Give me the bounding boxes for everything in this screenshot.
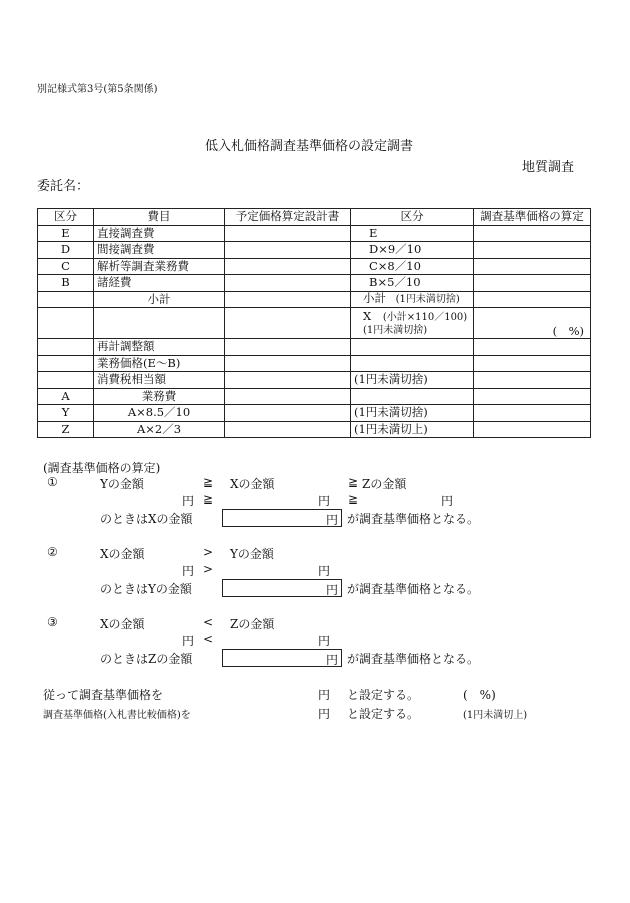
- case-op1-repeat: ≧: [203, 492, 214, 506]
- case-condition: のときはYの金額: [100, 582, 192, 596]
- case-op2: ≧: [348, 475, 359, 489]
- x-label: X: [363, 308, 372, 323]
- page-title: 低入札価格調査基準価格の設定調書: [205, 139, 414, 154]
- row-key: B: [38, 275, 94, 292]
- footer-label-2: 調査基準価格(入札書比較価格)を: [43, 710, 191, 721]
- row-item: 再計調整額: [94, 339, 225, 356]
- row-key: D: [38, 242, 94, 259]
- table-row: [38, 421, 591, 438]
- amount-unit: 円: [325, 513, 338, 527]
- table-header-row: [38, 209, 591, 226]
- cost-table: [37, 208, 591, 438]
- header-item: 費目: [94, 209, 225, 226]
- row-result-value[interactable]: [474, 242, 591, 259]
- row-design-value[interactable]: [225, 242, 351, 259]
- amount-box[interactable]: [222, 579, 342, 597]
- row-result-value[interactable]: [474, 291, 591, 308]
- row-calc: (1円未満切捨): [351, 372, 474, 389]
- row-item: A×2／3: [94, 421, 225, 438]
- row-calc: [351, 291, 474, 308]
- yen-a: 円: [182, 634, 195, 648]
- row-calc: [351, 339, 474, 356]
- amount-box[interactable]: [222, 509, 342, 527]
- row-key: C: [38, 258, 94, 275]
- case-number: ③: [47, 615, 58, 629]
- row-design-value[interactable]: [225, 388, 351, 405]
- amount-box[interactable]: [222, 649, 342, 667]
- row-key: Y: [38, 405, 94, 422]
- table-row: [38, 242, 591, 259]
- row-result-value[interactable]: [474, 405, 591, 422]
- case-op2-repeat: ≧: [348, 492, 359, 506]
- row-result-value[interactable]: [474, 275, 591, 292]
- case-a: Yの金額: [100, 477, 144, 491]
- case-result: が調査基準価格となる。: [347, 512, 480, 526]
- table-row: [38, 339, 591, 356]
- row-calc: [351, 355, 474, 372]
- row-result-value[interactable]: [474, 388, 591, 405]
- row-design-value[interactable]: [225, 421, 351, 438]
- case-op1-repeat: <: [203, 632, 214, 646]
- row-item: A×8.5／10: [94, 405, 225, 422]
- table-row: [38, 355, 591, 372]
- row-key: A: [38, 388, 94, 405]
- row-calc: (1円未満切上): [351, 421, 474, 438]
- row-result-value[interactable]: [474, 258, 591, 275]
- table-row: [38, 275, 591, 292]
- case-a: Xの金額: [100, 547, 145, 561]
- row-item: 直接調査費: [94, 225, 225, 242]
- case-result: が調査基準価格となる。: [347, 652, 480, 666]
- footer-yen-1: 円: [318, 688, 331, 702]
- row-result-value[interactable]: [474, 355, 591, 372]
- case-b: Zの金額: [230, 617, 275, 631]
- footer-label-1: 従って調査基準価格を: [43, 688, 164, 702]
- case-c: Zの金額: [362, 477, 407, 491]
- case-op1-repeat: >: [203, 562, 214, 576]
- row-calc: [351, 388, 474, 405]
- row-item: 諸経費: [94, 275, 225, 292]
- form-number: 別記様式第3号(第5条関係): [37, 84, 158, 95]
- case-number: ②: [47, 545, 58, 559]
- case-condition: のときはXの金額: [100, 512, 193, 526]
- row-result-value[interactable]: [474, 339, 591, 356]
- row-calc: D×9／10: [351, 242, 474, 259]
- row-result-value[interactable]: [474, 225, 591, 242]
- table-row: [38, 405, 591, 422]
- amount-unit: 円: [325, 653, 338, 667]
- row-item: 消費税相当額: [94, 372, 225, 389]
- row-key: [38, 291, 94, 308]
- subtotal-note: (1円未満切捨): [395, 294, 460, 306]
- row-calc: B×5／10: [351, 275, 474, 292]
- yen-c: 円: [441, 494, 454, 508]
- header-category-2: 区分: [351, 209, 474, 226]
- category-label: 地質調査: [522, 160, 575, 175]
- row-item: 業務価格(E〜B): [94, 355, 225, 372]
- client-name-label: 委託名：: [37, 179, 90, 194]
- subtotal-label: 小計: [363, 291, 386, 306]
- yen-b: 円: [318, 634, 331, 648]
- row-key: E: [38, 225, 94, 242]
- row-item: 小計: [94, 291, 225, 308]
- yen-a: 円: [182, 494, 195, 508]
- row-key: [38, 339, 94, 356]
- footer-yen-2: 円: [318, 707, 331, 721]
- row-design-value[interactable]: [225, 275, 351, 292]
- row-calc: (1円未満切捨): [351, 405, 474, 422]
- header-design: 予定価格算定設計書: [225, 209, 351, 226]
- case-condition: のときはZの金額: [100, 652, 193, 666]
- row-design-value[interactable]: [225, 355, 351, 372]
- row-design-value[interactable]: [225, 372, 351, 389]
- table-row: [38, 388, 591, 405]
- row-key: [38, 355, 94, 372]
- case-number: ①: [47, 475, 58, 489]
- table-row: [38, 225, 591, 242]
- table-row-subtotal: [38, 291, 591, 308]
- footer-set-1: と設定する。: [347, 688, 420, 702]
- footer-note-1: ( %): [463, 688, 496, 702]
- amount-unit: 円: [325, 583, 338, 597]
- row-key: [38, 308, 94, 339]
- row-result-value[interactable]: [474, 421, 591, 438]
- row-item: 業務費: [94, 388, 225, 405]
- row-item: 間接調査費: [94, 242, 225, 259]
- x-percent: ( %): [474, 308, 591, 339]
- row-calc: [351, 308, 474, 339]
- row-design-value[interactable]: [225, 291, 351, 308]
- calc-section-title: (調査基準価格の算定): [43, 461, 161, 475]
- case-a: Xの金額: [100, 617, 145, 631]
- yen-b: 円: [318, 494, 331, 508]
- table-row: [38, 258, 591, 275]
- footer-set-2: と設定する。: [347, 707, 420, 721]
- row-design-value[interactable]: [225, 225, 351, 242]
- x-rounding-note: (1円未満切捨): [363, 324, 428, 336]
- yen-b: 円: [318, 564, 331, 578]
- row-result-value[interactable]: [474, 372, 591, 389]
- case-op1: >: [203, 545, 214, 559]
- case-b: Xの金額: [230, 477, 275, 491]
- x-formula: (小計×110／100): [382, 311, 468, 323]
- table-row-x: [38, 308, 591, 339]
- row-item: [94, 308, 225, 339]
- row-design-value[interactable]: [225, 339, 351, 356]
- footer-note-2: (1円未満切上): [463, 710, 528, 721]
- table-row: [38, 372, 591, 389]
- header-calculation: 調査基準価格の算定: [474, 209, 591, 226]
- row-design-value[interactable]: [225, 258, 351, 275]
- case-op1: <: [203, 615, 214, 629]
- row-design-value[interactable]: [225, 308, 351, 339]
- row-key: [38, 372, 94, 389]
- case-result: が調査基準価格となる。: [347, 582, 480, 596]
- header-category: 区分: [38, 209, 94, 226]
- row-item: 解析等調査業務費: [94, 258, 225, 275]
- row-calc: E: [351, 225, 474, 242]
- case-op1: ≧: [203, 475, 214, 489]
- row-calc: C×8／10: [351, 258, 474, 275]
- row-design-value[interactable]: [225, 405, 351, 422]
- row-key: Z: [38, 421, 94, 438]
- case-b: Yの金額: [230, 547, 274, 561]
- yen-a: 円: [182, 564, 195, 578]
